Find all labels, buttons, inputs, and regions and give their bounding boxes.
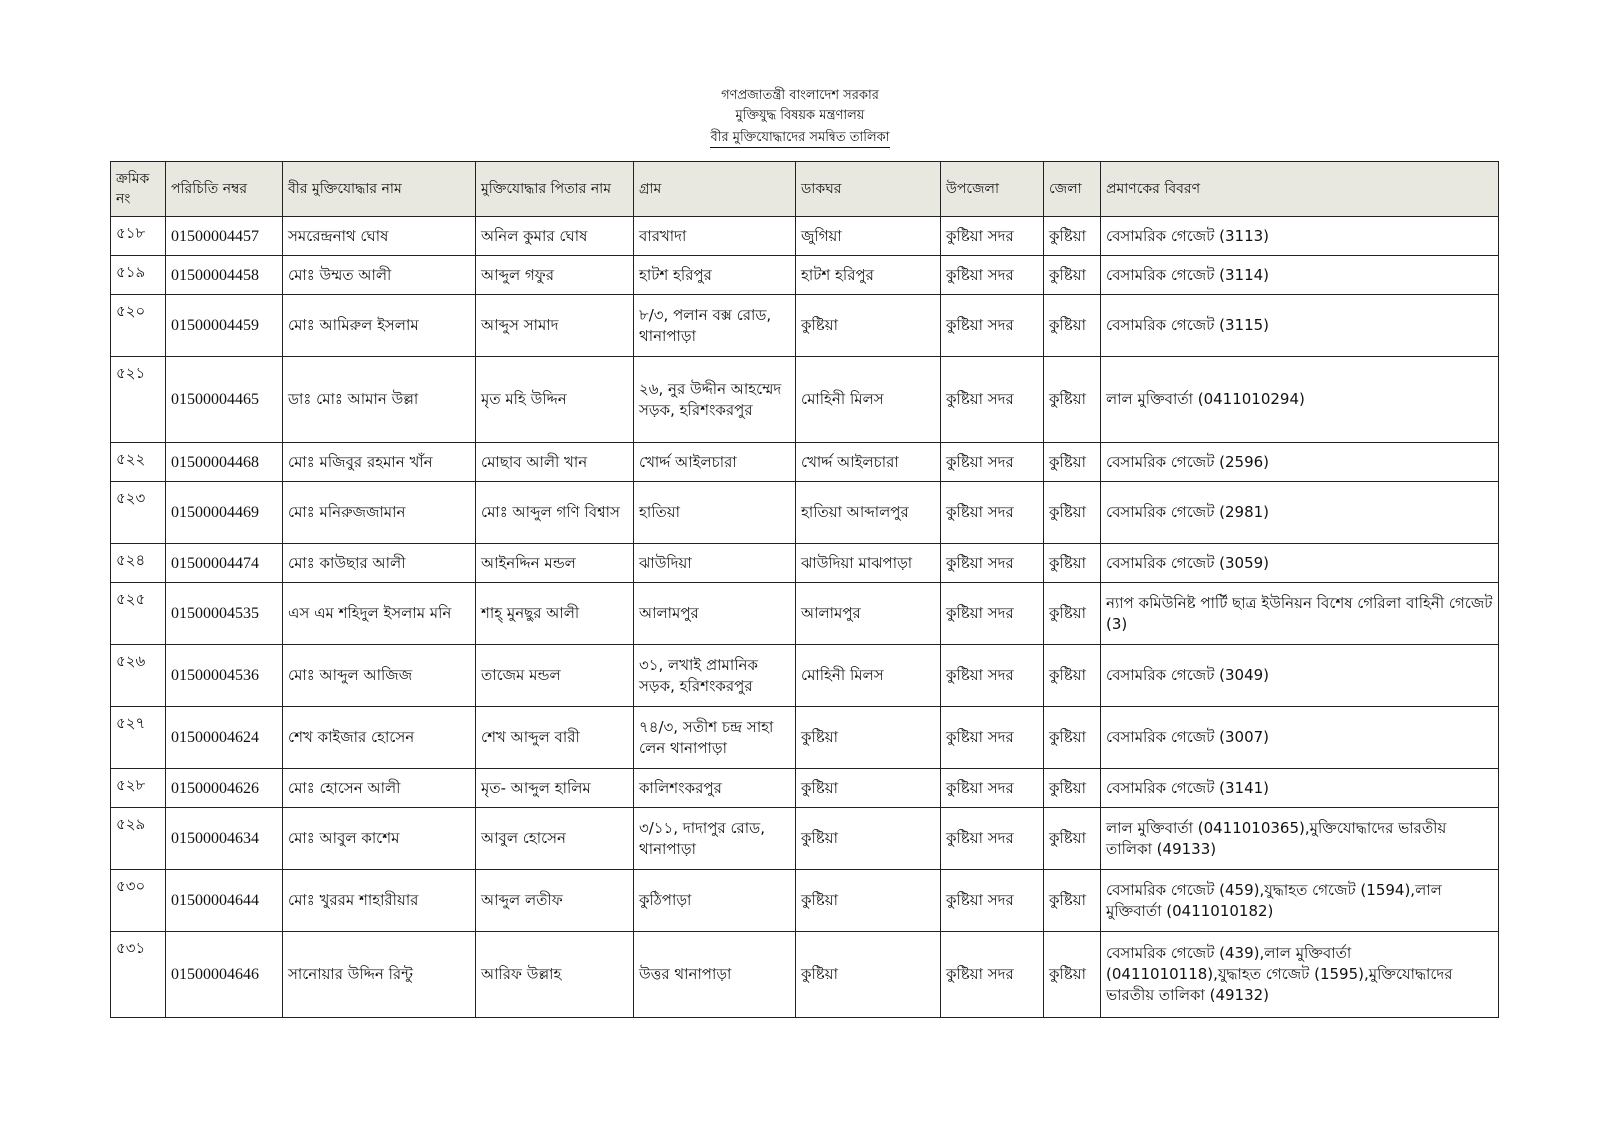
father-cell: মোছাব আলী খান bbox=[476, 443, 634, 482]
table-row bbox=[111, 870, 1499, 932]
district-cell: কুষ্টিয়া bbox=[1044, 295, 1101, 357]
id-cell: 01500004469 bbox=[166, 482, 283, 544]
post-office-cell: কুষ্টিয়া bbox=[796, 808, 941, 870]
name-cell: মোঃ মজিবুর রহমান খাঁন bbox=[283, 443, 476, 482]
table-row bbox=[111, 707, 1499, 769]
upazila-cell: কুষ্টিয়া সদর bbox=[941, 295, 1044, 357]
village-cell: বারখাদা bbox=[634, 217, 796, 256]
serial-cell: ৫২০ bbox=[111, 295, 166, 357]
post-office-cell: ঝাউদিয়া মাঝপাড়া bbox=[796, 544, 941, 583]
upazila-cell: কুষ্টিয়া সদর bbox=[941, 217, 1044, 256]
name-cell: মোঃ উম্মত আলী bbox=[283, 256, 476, 295]
village-cell: কুঠিপাড়া bbox=[634, 870, 796, 932]
upazila-cell: কুষ্টিয়া সদর bbox=[941, 482, 1044, 544]
column-header-father: মুক্তিযোদ্ধার পিতার নাম bbox=[476, 162, 634, 217]
upazila-cell: কুষ্টিয়া সদর bbox=[941, 645, 1044, 707]
post-office-cell: কুষ্টিয়া bbox=[796, 295, 941, 357]
father-cell: আরিফ উল্লাহ bbox=[476, 932, 634, 1018]
name-cell: এস এম শহিদুল ইসলাম মনি bbox=[283, 583, 476, 645]
father-cell: আব্দুল লতীফ bbox=[476, 870, 634, 932]
post-office-cell: কুষ্টিয়া bbox=[796, 932, 941, 1018]
district-cell: কুষ্টিয়া bbox=[1044, 707, 1101, 769]
proof-cell: বেসামরিক গেজেট (2981) bbox=[1101, 482, 1499, 544]
table-row bbox=[111, 357, 1499, 443]
district-cell: কুষ্টিয়া bbox=[1044, 769, 1101, 808]
village-cell: ২৬, নুর উদ্দীন আহম্মেদ সড়ক, হরিশংকরপুর bbox=[634, 357, 796, 443]
village-cell: আলামপুর bbox=[634, 583, 796, 645]
id-cell: 01500004468 bbox=[166, 443, 283, 482]
table-row bbox=[111, 217, 1499, 256]
id-cell: 01500004474 bbox=[166, 544, 283, 583]
id-cell: 01500004465 bbox=[166, 357, 283, 443]
table-row bbox=[111, 645, 1499, 707]
upazila-cell: কুষ্টিয়া সদর bbox=[941, 932, 1044, 1018]
village-cell: ঝাউদিয়া bbox=[634, 544, 796, 583]
upazila-cell: কুষ্টিয়া সদর bbox=[941, 256, 1044, 295]
column-header-upazila: উপজেলা bbox=[941, 162, 1044, 217]
table-row bbox=[111, 808, 1499, 870]
father-cell: আবুল হোসেন bbox=[476, 808, 634, 870]
government-title: গণপ্রজাতন্ত্রী বাংলাদেশ সরকার bbox=[721, 88, 879, 103]
post-office-cell: হাটশ হরিপুর bbox=[796, 256, 941, 295]
column-header-post-office: ডাকঘর bbox=[796, 162, 941, 217]
village-cell: ৩১, লখাই প্রামানিক সড়ক, হরিশংকরপুর bbox=[634, 645, 796, 707]
id-cell: 01500004457 bbox=[166, 217, 283, 256]
district-cell: কুষ্টিয়া bbox=[1044, 482, 1101, 544]
post-office-cell: মোহিনী মিলস bbox=[796, 357, 941, 443]
father-cell: আব্দুল গফুর bbox=[476, 256, 634, 295]
table-row bbox=[111, 295, 1499, 357]
column-header-id: পরিচিতি নম্বর bbox=[166, 162, 283, 217]
name-cell: মোঃ হোসেন আলী bbox=[283, 769, 476, 808]
id-cell: 01500004644 bbox=[166, 870, 283, 932]
id-cell: 01500004624 bbox=[166, 707, 283, 769]
id-cell: 01500004646 bbox=[166, 932, 283, 1018]
post-office-cell: খোর্দ্দ আইলচারা bbox=[796, 443, 941, 482]
name-cell: মোঃ কাউছার আলী bbox=[283, 544, 476, 583]
proof-cell: বেসামরিক গেজেট (439),লাল মুক্তিবার্তা (0411010118),যুদ্ধাহত গেজেট (1595),মুক্তিযোদ্ধাদের ভারতীয় তালিকা (49132) bbox=[1101, 932, 1499, 1018]
village-cell: হাটশ হরিপুর bbox=[634, 256, 796, 295]
district-cell: কুষ্টিয়া bbox=[1044, 256, 1101, 295]
village-cell: খোর্দ্দ আইলচারা bbox=[634, 443, 796, 482]
proof-cell: বেসামরিক গেজেট (459),যুদ্ধাহত গেজেট (1594),লাল মুক্তিবার্তা (0411010182) bbox=[1101, 870, 1499, 932]
table-row bbox=[111, 482, 1499, 544]
village-cell: হাতিয়া bbox=[634, 482, 796, 544]
id-cell: 01500004535 bbox=[166, 583, 283, 645]
name-cell: সমরেন্দ্রনাথ ঘোষ bbox=[283, 217, 476, 256]
name-cell: মোঃ আব্দুল আজিজ bbox=[283, 645, 476, 707]
name-cell: মোঃ খুররম শাহারীয়ার bbox=[283, 870, 476, 932]
post-office-cell: কুষ্টিয়া bbox=[796, 870, 941, 932]
name-cell: মোঃ মনিরুজজামান bbox=[283, 482, 476, 544]
post-office-cell: কুষ্টিয়া bbox=[796, 769, 941, 808]
proof-cell: লাল মুক্তিবার্তা (0411010294) bbox=[1101, 357, 1499, 443]
name-cell: সানোয়ার উদ্দিন রিন্টু bbox=[283, 932, 476, 1018]
district-cell: কুষ্টিয়া bbox=[1044, 583, 1101, 645]
document-header bbox=[0, 86, 1600, 148]
post-office-cell: মোহিনী মিলস bbox=[796, 645, 941, 707]
freedom-fighters-table bbox=[110, 161, 1499, 1018]
father-cell: তাজেম মন্ডল bbox=[476, 645, 634, 707]
proof-cell: বেসামরিক গেজেট (3141) bbox=[1101, 769, 1499, 808]
proof-cell: বেসামরিক গেজেট (3049) bbox=[1101, 645, 1499, 707]
serial-cell: ৫২৭ bbox=[111, 707, 166, 769]
serial-cell: ৫২৪ bbox=[111, 544, 166, 583]
proof-cell: লাল মুক্তিবার্তা (0411010365),মুক্তিযোদ্ধাদের ভারতীয় তালিকা (49133) bbox=[1101, 808, 1499, 870]
serial-cell: ৫২৫ bbox=[111, 583, 166, 645]
serial-cell: ৫২৯ bbox=[111, 808, 166, 870]
table-row bbox=[111, 932, 1499, 1018]
proof-cell: ন্যাপ কমিউনিষ্ট পার্টি ছাত্র ইউনিয়ন বিশেষ গেরিলা বাহিনী গেজেট (3) bbox=[1101, 583, 1499, 645]
serial-cell: ৫২১ bbox=[111, 357, 166, 443]
table-row bbox=[111, 443, 1499, 482]
upazila-cell: কুষ্টিয়া সদর bbox=[941, 583, 1044, 645]
district-cell: কুষ্টিয়া bbox=[1044, 870, 1101, 932]
column-header-name: বীর মুক্তিযোদ্ধার নাম bbox=[283, 162, 476, 217]
serial-cell: ৫২২ bbox=[111, 443, 166, 482]
column-header-village: গ্রাম bbox=[634, 162, 796, 217]
post-office-cell: জুগিয়া bbox=[796, 217, 941, 256]
upazila-cell: কুষ্টিয়া সদর bbox=[941, 544, 1044, 583]
table-row bbox=[111, 583, 1499, 645]
id-cell: 01500004458 bbox=[166, 256, 283, 295]
ministry-title: মুক্তিযুদ্ধ বিষয়ক মন্ত্রণালয় bbox=[735, 108, 865, 123]
district-cell: কুষ্টিয়া bbox=[1044, 357, 1101, 443]
upazila-cell: কুষ্টিয়া সদর bbox=[941, 808, 1044, 870]
district-cell: কুষ্টিয়া bbox=[1044, 544, 1101, 583]
name-cell: মোঃ আবুল কাশেম bbox=[283, 808, 476, 870]
table-row bbox=[111, 769, 1499, 808]
table-title: বীর মুক্তিযোদ্ধাদের সমন্বিত তালিকা bbox=[710, 128, 889, 148]
district-cell: কুষ্টিয়া bbox=[1044, 932, 1101, 1018]
serial-cell: ৫২৮ bbox=[111, 769, 166, 808]
name-cell: ডাঃ মোঃ আমান উল্লা bbox=[283, 357, 476, 443]
proof-cell: বেসামরিক গেজেট (3114) bbox=[1101, 256, 1499, 295]
serial-cell: ৫২৩ bbox=[111, 482, 166, 544]
village-cell: ৩/১১, দাদাপুর রোড, থানাপাড়া bbox=[634, 808, 796, 870]
father-cell: শেখ আব্দুল বারী bbox=[476, 707, 634, 769]
district-cell: কুষ্টিয়া bbox=[1044, 808, 1101, 870]
column-header-serial: ক্রমিক নং bbox=[111, 162, 166, 217]
serial-cell: ৫৩১ bbox=[111, 932, 166, 1018]
father-cell: মৃত- আব্দুল হালিম bbox=[476, 769, 634, 808]
id-cell: 01500004536 bbox=[166, 645, 283, 707]
upazila-cell: কুষ্টিয়া সদর bbox=[941, 870, 1044, 932]
name-cell: মোঃ আমিরুল ইসলাম bbox=[283, 295, 476, 357]
serial-cell: ৫৩০ bbox=[111, 870, 166, 932]
freedom-fighters-table-wrapper bbox=[110, 161, 1498, 1018]
proof-cell: বেসামরিক গেজেট (3007) bbox=[1101, 707, 1499, 769]
upazila-cell: কুষ্টিয়া সদর bbox=[941, 443, 1044, 482]
serial-cell: ৫২৬ bbox=[111, 645, 166, 707]
father-cell: অনিল কুমার ঘোষ bbox=[476, 217, 634, 256]
village-cell: ৮/৩, পলান বক্স রোড, থানাপাড়া bbox=[634, 295, 796, 357]
upazila-cell: কুষ্টিয়া সদর bbox=[941, 707, 1044, 769]
father-cell: শাহ্ মুনছুর আলী bbox=[476, 583, 634, 645]
id-cell: 01500004626 bbox=[166, 769, 283, 808]
name-cell: শেখ কাইজার হোসেন bbox=[283, 707, 476, 769]
proof-cell: বেসামরিক গেজেট (3113) bbox=[1101, 217, 1499, 256]
proof-cell: বেসামরিক গেজেট (3059) bbox=[1101, 544, 1499, 583]
table-header-row bbox=[111, 162, 1499, 217]
father-cell: আইনদ্দিন মন্ডল bbox=[476, 544, 634, 583]
column-header-proof: প্রমাণকের বিবরণ bbox=[1101, 162, 1499, 217]
post-office-cell: কুষ্টিয়া bbox=[796, 707, 941, 769]
proof-cell: বেসামরিক গেজেট (3115) bbox=[1101, 295, 1499, 357]
post-office-cell: আলামপুর bbox=[796, 583, 941, 645]
father-cell: আব্দুস সামাদ bbox=[476, 295, 634, 357]
post-office-cell: হাতিয়া আব্দালপুর bbox=[796, 482, 941, 544]
district-cell: কুষ্টিয়া bbox=[1044, 443, 1101, 482]
upazila-cell: কুষ্টিয়া সদর bbox=[941, 769, 1044, 808]
serial-cell: ৫১৯ bbox=[111, 256, 166, 295]
table-row bbox=[111, 256, 1499, 295]
father-cell: মোঃ আব্দুল গণি বিশ্বাস bbox=[476, 482, 634, 544]
father-cell: মৃত মহি উদ্দিন bbox=[476, 357, 634, 443]
column-header-district: জেলা bbox=[1044, 162, 1101, 217]
village-cell: উত্তর থানাপাড়া bbox=[634, 932, 796, 1018]
proof-cell: বেসামরিক গেজেট (2596) bbox=[1101, 443, 1499, 482]
district-cell: কুষ্টিয়া bbox=[1044, 217, 1101, 256]
serial-cell: ৫১৮ bbox=[111, 217, 166, 256]
village-cell: ৭৪/৩, সতীশ চন্দ্র সাহা লেন থানাপাড়া bbox=[634, 707, 796, 769]
upazila-cell: কুষ্টিয়া সদর bbox=[941, 357, 1044, 443]
village-cell: কালিশংকরপুর bbox=[634, 769, 796, 808]
table-row bbox=[111, 544, 1499, 583]
district-cell: কুষ্টিয়া bbox=[1044, 645, 1101, 707]
id-cell: 01500004634 bbox=[166, 808, 283, 870]
id-cell: 01500004459 bbox=[166, 295, 283, 357]
